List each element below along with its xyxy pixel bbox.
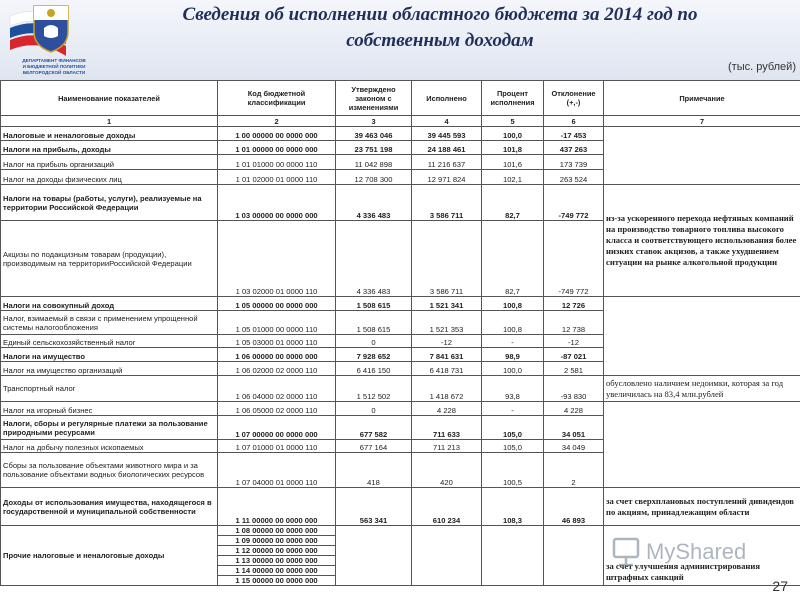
row-name: Налог на прибыль организаций	[1, 155, 218, 170]
row-executed: 11 216 637	[412, 155, 482, 170]
note-transport: обусловлено наличием недоимки, которая за год увеличилась на 83,4 млн.рублей	[604, 376, 800, 402]
row-name: Налог на добычу полезных ископаемых	[1, 440, 218, 453]
row-name: Акцизы по подакцизным товарам (продукции), производимым на территорииРоссийской Федерации	[1, 221, 218, 297]
row-percent: 105,0	[482, 440, 544, 453]
table-row	[1, 376, 800, 402]
row-code: 1 09 00000 00 0000 000	[218, 536, 336, 546]
row-percent: 93,8	[482, 376, 544, 402]
column-number-row	[1, 116, 800, 127]
row-code: 1 14 00000 00 0000 000	[218, 566, 336, 576]
row-code: 1 00 00000 00 0000 000	[218, 127, 336, 141]
row-name: Налоговые и неналоговые доходы	[1, 127, 218, 141]
row-approved: 1 512 502	[336, 376, 412, 402]
column-number: 3	[336, 116, 412, 127]
note-excise: из-за ускоренного перехода нефтяных компаний на производство товарного топлива высокого класса и соответствующего использования более низких ставок акцизов, а также ухудшением ситуации на рынке алкогольной продукции	[604, 185, 800, 297]
row-name: Транспортный налог	[1, 376, 218, 402]
column-number: 2	[218, 116, 336, 127]
row-approved: 12 708 300	[336, 170, 412, 185]
row-executed: 1 521 353	[412, 311, 482, 335]
row-name: Налоги на имущество	[1, 348, 218, 362]
row-approved: 0	[336, 335, 412, 348]
title-line-1: Сведения об исполнении областного бюджета за 2014 год по	[182, 4, 698, 25]
row-code: 1 06 02000 02 0000 110	[218, 362, 336, 376]
row-approved: 11 042 898	[336, 155, 412, 170]
row-name: Налоги на совокупный доход	[1, 297, 218, 311]
row-executed: 3 586 711	[412, 185, 482, 221]
column-header: Отклонение (+,-)	[544, 81, 604, 116]
slide-header	[0, 0, 800, 80]
row-percent: 82,7	[482, 221, 544, 297]
row-approved: 0	[336, 402, 412, 416]
svg-text:И БЮДЖЕТНОЙ ПОЛИТИКИ: И БЮДЖЕТНОЙ ПОЛИТИКИ	[22, 64, 86, 69]
row-deviation: 34 051	[544, 416, 604, 440]
row-deviation: 173 739	[544, 155, 604, 170]
table-header-row	[1, 81, 800, 116]
row-deviation: -87 021	[544, 348, 604, 362]
row-percent	[482, 526, 544, 586]
column-number: 1	[1, 116, 218, 127]
row-percent: 100,5	[482, 453, 544, 488]
row-executed: 3 586 711	[412, 221, 482, 297]
row-code: 1 12 00000 00 0000 000	[218, 546, 336, 556]
row-name: Налоги на прибыль, доходы	[1, 141, 218, 155]
row-executed: 711 213	[412, 440, 482, 453]
row-code: 1 03 00000 00 0000 000	[218, 185, 336, 221]
units-label: (тыс. рублей)	[728, 61, 796, 73]
row-executed: 6 418 731	[412, 362, 482, 376]
row-code: 1 15 00000 00 0000 000	[218, 576, 336, 586]
table-row	[1, 402, 800, 416]
row-deviation: 46 893	[544, 488, 604, 526]
title-line-2: собственным доходам	[346, 30, 534, 51]
row-code: 1 07 00000 00 0000 000	[218, 416, 336, 440]
column-header: Код бюджетной классификации	[218, 81, 336, 116]
row-approved: 418	[336, 453, 412, 488]
row-percent: 102,1	[482, 170, 544, 185]
table-row	[1, 488, 800, 526]
row-name: Прочие налоговые и неналоговые доходы	[1, 526, 218, 586]
note-other: за счет улучшения администрирования штрафных санкций	[604, 526, 800, 586]
row-note	[604, 297, 800, 376]
row-deviation	[544, 526, 604, 586]
page-title	[110, 2, 770, 54]
row-note	[604, 402, 800, 488]
row-deviation: 12 738	[544, 311, 604, 335]
budget-table	[0, 80, 800, 586]
row-percent: 101,6	[482, 155, 544, 170]
row-code: 1 07 01000 01 0000 110	[218, 440, 336, 453]
row-approved: 39 463 046	[336, 127, 412, 141]
row-code: 1 05 03000 01 0000 110	[218, 335, 336, 348]
row-deviation: 2	[544, 453, 604, 488]
row-approved: 677 164	[336, 440, 412, 453]
row-deviation: 263 524	[544, 170, 604, 185]
table-row	[1, 127, 800, 141]
column-header: Примечание	[604, 81, 800, 116]
row-deviation: -93 830	[544, 376, 604, 402]
presentation-icon	[612, 537, 640, 567]
table-row	[1, 185, 800, 221]
column-header: Утверждено законом с изменениями	[336, 81, 412, 116]
row-name: Единый сельскохозяйственный налог	[1, 335, 218, 348]
row-name: Налог, взимаемый в связи с применением упрощенной системы налогообложения	[1, 311, 218, 335]
row-percent: 101,8	[482, 141, 544, 155]
row-executed: 420	[412, 453, 482, 488]
row-percent: -	[482, 402, 544, 416]
watermark-text: MyShared	[646, 539, 747, 564]
row-code: 1 06 04000 02 0000 110	[218, 376, 336, 402]
row-code: 1 13 00000 00 0000 000	[218, 556, 336, 566]
row-code: 1 07 04000 01 0000 110	[218, 453, 336, 488]
row-approved: 1 508 615	[336, 311, 412, 335]
note-property-income: за счет сверхплановых поступлений дивидендов по акциям, принадлежащим области	[604, 488, 800, 526]
row-deviation: 34 049	[544, 440, 604, 453]
column-header: Исполнено	[412, 81, 482, 116]
row-code: 1 11 00000 00 0000 000	[218, 488, 336, 526]
row-percent: -	[482, 335, 544, 348]
row-deviation: 12 726	[544, 297, 604, 311]
row-executed: -12	[412, 335, 482, 348]
row-code: 1 01 02000 01 0000 110	[218, 170, 336, 185]
row-code: 1 05 01000 00 0000 110	[218, 311, 336, 335]
column-number: 5	[482, 116, 544, 127]
table-row	[1, 297, 800, 311]
row-approved: 7 928 652	[336, 348, 412, 362]
row-approved: 4 336 483	[336, 185, 412, 221]
row-approved: 6 416 150	[336, 362, 412, 376]
row-name: Налог на имущество организаций	[1, 362, 218, 376]
column-number: 6	[544, 116, 604, 127]
row-note	[604, 127, 800, 185]
row-executed: 39 445 593	[412, 127, 482, 141]
row-approved: 677 582	[336, 416, 412, 440]
row-executed: 610 234	[412, 488, 482, 526]
column-header: Наименование показателей	[1, 81, 218, 116]
svg-text:БЕЛГОРОДСКОЙ ОБЛАСТИ: БЕЛГОРОДСКОЙ ОБЛАСТИ	[22, 70, 86, 75]
column-number: 7	[604, 116, 800, 127]
row-executed: 711 633	[412, 416, 482, 440]
row-code: 1 01 01000 00 0000 110	[218, 155, 336, 170]
row-approved: 563 341	[336, 488, 412, 526]
row-deviation: -749 772	[544, 185, 604, 221]
row-name: Налоги на товары (работы, услуги), реализуемые на территории Российской Федерации	[1, 185, 218, 221]
department-logo	[8, 2, 100, 78]
row-deviation: 437 263	[544, 141, 604, 155]
budget-table-container	[0, 80, 800, 600]
column-number: 4	[412, 116, 482, 127]
row-percent: 108,3	[482, 488, 544, 526]
row-executed: 1 521 341	[412, 297, 482, 311]
row-code: 1 01 00000 00 0000 000	[218, 141, 336, 155]
row-approved: 23 751 198	[336, 141, 412, 155]
row-executed: 12 971 824	[412, 170, 482, 185]
row-code: 1 03 02000 01 0000 110	[218, 221, 336, 297]
row-deviation: 4 228	[544, 402, 604, 416]
row-code: 1 06 00000 00 0000 000	[218, 348, 336, 362]
row-percent: 100,8	[482, 297, 544, 311]
row-percent: 82,7	[482, 185, 544, 221]
row-deviation: -17 453	[544, 127, 604, 141]
row-code: 1 05 00000 00 0000 000	[218, 297, 336, 311]
page-number: 27	[772, 578, 788, 594]
row-deviation: -749 772	[544, 221, 604, 297]
row-code: 1 06 05000 02 0000 110	[218, 402, 336, 416]
column-header: Процент исполнения	[482, 81, 544, 116]
row-name: Налог на игорный бизнес	[1, 402, 218, 416]
row-executed: 4 228	[412, 402, 482, 416]
row-executed: 24 188 461	[412, 141, 482, 155]
row-approved: 4 336 483	[336, 221, 412, 297]
row-name: Сборы за пользование объектами животного мира и за пользование объектами водных биологических ресурсов	[1, 453, 218, 488]
row-approved: 1 508 615	[336, 297, 412, 311]
svg-text:ДЕПАРТАМЕНТ ФИНАНСОВ: ДЕПАРТАМЕНТ ФИНАНСОВ	[22, 58, 86, 63]
row-executed: 7 841 631	[412, 348, 482, 362]
row-percent: 100,0	[482, 127, 544, 141]
row-name: Налог на доходы физических лиц	[1, 170, 218, 185]
row-percent: 98,9	[482, 348, 544, 362]
row-approved	[336, 526, 412, 586]
row-percent: 100,0	[482, 362, 544, 376]
row-name: Налоги, сборы и регулярные платежи за пользование природными ресурсами	[1, 416, 218, 440]
row-code: 1 08 00000 00 0000 000	[218, 526, 336, 536]
watermark	[612, 532, 762, 572]
row-deviation: 2 581	[544, 362, 604, 376]
row-percent: 100,8	[482, 311, 544, 335]
row-executed	[412, 526, 482, 586]
row-deviation: -12	[544, 335, 604, 348]
row-percent: 105,0	[482, 416, 544, 440]
row-executed: 1 418 672	[412, 376, 482, 402]
row-name: Доходы от использования имущества, находящегося в государственной и муниципальной собственности	[1, 488, 218, 526]
